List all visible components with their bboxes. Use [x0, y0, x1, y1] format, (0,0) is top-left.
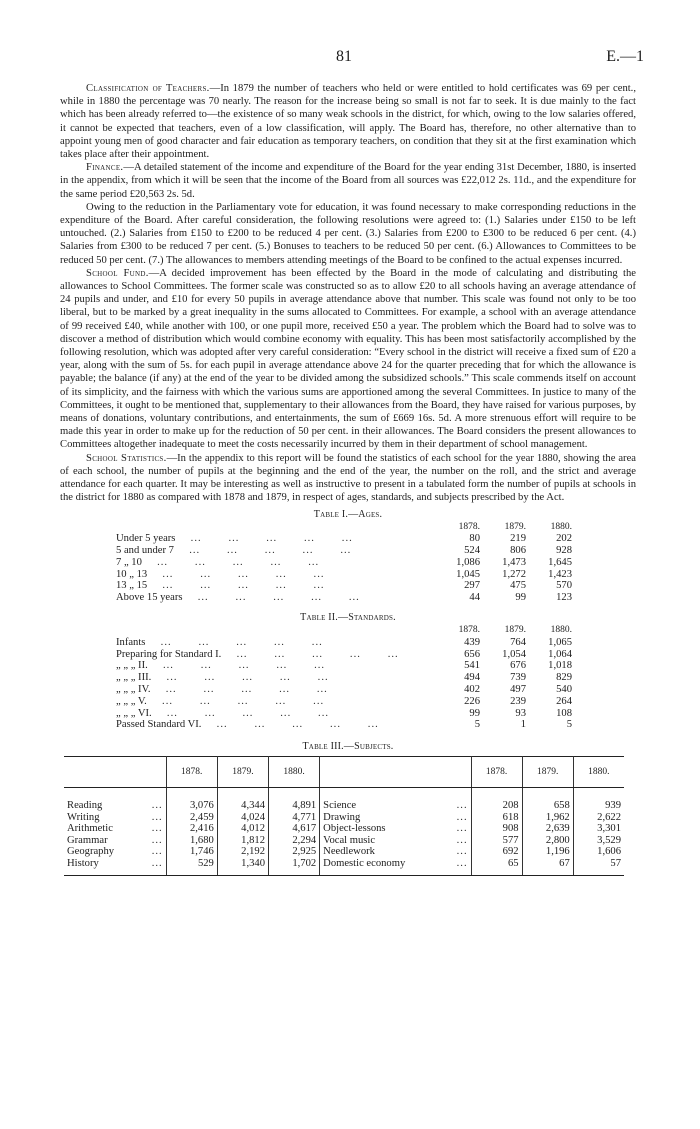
leader-dots: ... — [456, 800, 468, 812]
row-label: Passed Standard VI. — [116, 719, 202, 731]
leader-dots: ... — [151, 823, 163, 835]
leader-dots: ... ... ... ... ... — [147, 660, 326, 672]
paragraph-text: —A detailed statement of the income and expenditure of the Board for the year ending 31st December, 1880, is inserted in the appendix, from which it will be seen that the income of the Board from all sources was £22,012 2s. 11d., and the expenditure for the same period £20,563 2s. 5d. — [60, 162, 636, 200]
value-cell: 5 — [474, 719, 480, 731]
row-label: 13 „ 15 — [116, 580, 148, 592]
leader-dots: ... ... ... ... ... — [147, 568, 325, 580]
value-cell: 2,294 — [269, 835, 320, 847]
value-cell: 1,054 — [502, 648, 526, 660]
value-cell: 570 — [556, 580, 572, 592]
value-cell: 1,746 — [166, 846, 217, 858]
leader-dots: ... — [151, 811, 163, 823]
leader-dots: ... ... ... ... ... — [201, 719, 379, 731]
subject-label: Object-lessons — [323, 823, 386, 835]
value-cell: 497 — [510, 684, 526, 696]
table-ages-caption: Table I.—Ages. — [313, 508, 383, 520]
document-page — [60, 48, 644, 876]
value-cell: 93 — [515, 707, 526, 719]
paragraph-heading: Finance. — [86, 162, 124, 174]
paragraph-text: Owing to the reduction in the Parliamentary vote for education, it was found necessary to make corresponding reductions in the expenditure of the Board. After careful consideration, the following resolutions were agreed to: (1.) Salaries under £150 to be left untouched. (2.) Salaries from £150 to £200 to be reduced 4 per cent. (3.) Salaries from £200 to £300 to be reduced 6 per cent. (4.) Salaries from £300 to be reduced 7 per cent. (5.) Bonuses to teachers to be reduced 50 per cent. (6.) Allowances to Committees to be reduced 50 per cent. (7.) The allowances to members attending meetings of the Board to be confined to the actual expenses incurred. — [60, 201, 636, 266]
value-cell: 656 — [464, 648, 480, 660]
row-label: „ „ „ III. — [116, 672, 152, 684]
row-label-cell — [116, 708, 434, 720]
row-label: 5 and under 7 — [116, 545, 174, 557]
row-label: Above 15 years — [116, 592, 183, 604]
value-cell: 1,702 — [269, 858, 320, 876]
subject-label-cell — [320, 835, 471, 847]
subject-label-cell — [320, 788, 471, 812]
value-cell: 676 — [510, 660, 526, 672]
table-row — [64, 823, 624, 835]
year-header: 1879. — [217, 757, 268, 788]
row-label-cell — [116, 719, 434, 731]
value-cell: 1,086 — [456, 556, 480, 568]
table-header-row — [64, 757, 624, 788]
value-cell: 3,301 — [597, 823, 621, 835]
year-header: 1878. — [458, 521, 480, 532]
value-cell: 1,196 — [522, 846, 573, 858]
table-header-row — [116, 522, 572, 534]
subject-label-cell — [320, 823, 471, 835]
value-cell: 2,800 — [522, 835, 573, 847]
table-row — [116, 545, 572, 557]
leader-dots: ... ... ... ... ... — [145, 636, 323, 648]
row-label-cell — [116, 672, 434, 684]
paragraph-text: —In the appendix to this report will be found the statistics of each school for the year 1880, showing the area of each school, the number of pupils at the beginning and the end of the year, the number on the roll, and the strict and average attendance for each quarter. It may be interesting as well as instructive to present in a tabulated form the number of pupils at schools in the district for 1880 as compared with 1878 and 1879, in respect of ages, standards, and subjects prescribed by the Act. — [60, 452, 636, 504]
subject-label: Reading — [67, 800, 103, 812]
value-cell: 208 — [471, 788, 522, 812]
row-label: Under 5 years — [116, 533, 176, 545]
leader-dots: ... ... ... ... ... — [175, 533, 353, 545]
paragraph-school-statistics — [60, 452, 636, 505]
value-cell: 80 — [469, 533, 480, 545]
table-row — [64, 858, 624, 876]
year-header: 1879. — [504, 625, 526, 636]
row-label-cell — [116, 569, 434, 581]
year-header: 1879. — [504, 521, 526, 532]
paragraph-school-fund — [60, 267, 636, 452]
row-label: „ „ „ IV. — [116, 684, 151, 696]
value-cell: 1,680 — [166, 835, 217, 847]
subject-label-cell — [64, 846, 166, 858]
value-cell: 4,771 — [269, 812, 320, 824]
leader-dots: ... — [151, 834, 163, 846]
subject-label-cell — [320, 858, 471, 876]
year-header: 1880. — [573, 757, 624, 788]
year-header: 1880. — [550, 521, 572, 532]
table-row — [116, 684, 572, 696]
value-cell: 239 — [510, 695, 526, 707]
value-cell: 402 — [464, 684, 480, 696]
year-header: 1878. — [166, 757, 217, 788]
value-cell: 3,529 — [597, 834, 621, 846]
year-header: 1879. — [522, 757, 573, 788]
subject-label: Arithmetic — [67, 823, 113, 835]
table-row — [116, 719, 572, 731]
value-cell: 806 — [510, 545, 526, 557]
value-cell: 494 — [464, 672, 480, 684]
value-cell: 4,891 — [269, 788, 320, 812]
value-cell: 297 — [464, 580, 480, 592]
value-cell: 908 — [471, 823, 522, 835]
row-label-cell — [116, 637, 434, 649]
leader-dots: ... ... ... ... ... — [221, 648, 399, 660]
row-label-cell — [116, 696, 434, 708]
leader-dots: ... ... ... ... ... — [147, 580, 325, 592]
subject-label-cell — [64, 812, 166, 824]
table-row — [116, 708, 572, 720]
value-cell: 658 — [522, 788, 573, 812]
subject-label-cell — [64, 788, 166, 812]
value-cell: 123 — [556, 592, 572, 604]
paragraph-heading: School Statistics. — [86, 452, 167, 464]
value-cell: 1,812 — [217, 835, 268, 847]
leader-dots: ... — [151, 857, 163, 869]
value-cell: 44 — [469, 592, 480, 604]
row-label: 10 „ 13 — [116, 568, 148, 580]
value-cell: 2,192 — [217, 846, 268, 858]
value-cell: 1,065 — [548, 636, 572, 648]
subject-label: Domestic economy — [323, 857, 406, 869]
value-cell: 5 — [566, 719, 572, 731]
subject-label-cell — [64, 858, 166, 876]
table-row — [116, 649, 572, 661]
value-cell: 764 — [510, 636, 526, 648]
table-subjects-caption: Table III.—Subjects. — [302, 741, 394, 753]
paragraph-heading: Classification of Teachers. — [86, 83, 210, 94]
value-cell: 4,012 — [217, 823, 268, 835]
value-cell: 1,645 — [548, 556, 572, 568]
row-label: „ „ „ II. — [116, 660, 148, 672]
value-cell: 65 — [471, 858, 522, 876]
subject-label: Writing — [67, 811, 100, 823]
table-standards-caption: Table II.—Standards. — [300, 612, 396, 624]
document-reference: E.—1 — [606, 48, 644, 65]
subject-label: Needlework — [323, 846, 375, 858]
value-cell: 219 — [510, 533, 526, 545]
value-cell: 2,925 — [269, 846, 320, 858]
value-cell: 1,340 — [217, 858, 268, 876]
row-label-cell — [116, 557, 434, 569]
subject-label: Science — [323, 800, 357, 812]
value-cell: 1,473 — [502, 556, 526, 568]
value-cell: 618 — [471, 812, 522, 824]
value-cell: 529 — [166, 858, 217, 876]
row-label: „ „ „ V. — [116, 695, 147, 707]
table-row — [116, 533, 572, 545]
paragraph-finance — [60, 161, 636, 201]
value-cell: 1,606 — [597, 846, 621, 858]
value-cell: 540 — [556, 684, 572, 696]
subject-label-cell — [64, 823, 166, 835]
subject-label-cell — [320, 812, 471, 824]
value-cell: 226 — [464, 695, 480, 707]
value-cell: 1,045 — [456, 568, 480, 580]
value-cell: 4,617 — [269, 823, 320, 835]
value-cell: 1,962 — [522, 812, 573, 824]
table-row — [116, 637, 572, 649]
value-cell: 1,064 — [548, 648, 572, 660]
row-label-cell — [116, 684, 434, 696]
value-cell: 108 — [556, 707, 572, 719]
leader-dots: ... ... ... ... ... — [141, 556, 320, 568]
leader-dots: ... ... ... ... ... — [146, 695, 325, 707]
year-header: 1880. — [269, 757, 320, 788]
leader-dots: ... — [151, 846, 163, 858]
row-label-cell — [116, 533, 434, 545]
leader-dots: ... ... ... ... ... — [173, 545, 352, 557]
value-cell: 57 — [573, 858, 624, 876]
subject-label-cell — [320, 846, 471, 858]
table-row — [64, 812, 624, 824]
subject-label: Grammar — [67, 834, 108, 846]
value-cell: 2,622 — [597, 811, 621, 823]
table-ages — [116, 522, 572, 605]
value-cell: 577 — [471, 835, 522, 847]
leader-dots: ... ... ... ... ... — [150, 684, 328, 696]
table-row — [116, 696, 572, 708]
paragraph-heading: School Fund. — [86, 267, 149, 279]
value-cell: 939 — [605, 800, 621, 812]
page-number: 81 — [336, 48, 352, 65]
paragraph-text: —In 1879 the number of teachers who held or were entitled to hold certificates was 69 per cent., while in 1880 the percentage was 70 nearly. The reason for the increase being so small is not far to seek. It is due mainly to the fact which has been already referred to—the existence of so many weak schools in the district, for which, owing to the low salaries offered, it cannot be expected that teachers, even of a low classification, will apply. The Board has, therefore, no other alternative than to appoint young men of good character and fair education as temporary teachers, on condition that they sit at the first examination which takes place after their appointment. — [60, 83, 636, 161]
year-header: 1878. — [471, 757, 522, 788]
row-label-cell — [116, 649, 434, 661]
value-cell: 928 — [556, 545, 572, 557]
paragraph-classification — [60, 82, 636, 161]
value-cell: 475 — [510, 580, 526, 592]
table-row — [64, 835, 624, 847]
row-label-cell — [116, 545, 434, 557]
value-cell: 2,416 — [166, 823, 217, 835]
year-header: 1878. — [458, 625, 480, 636]
table-subjects — [64, 756, 624, 876]
value-cell: 439 — [464, 636, 480, 648]
leader-dots: ... ... ... ... ... — [151, 707, 329, 719]
value-cell: 202 — [556, 533, 572, 545]
table-row — [116, 557, 572, 569]
subject-label: Drawing — [323, 811, 361, 823]
paragraph-text: —A decided improvement has been effected by the Board in the mode of calculating and distributing the allowances to School Committees. The former scale was constructed so as to allow £20 to all schools having an average attendance of 24 pupils and under, and £10 for every 50 pupils in average attendance above that number. This scale was found not only to be too liberal, but to be marked by a great inequality in the sums allocated to Committees. For example, a school with an average attendance of 99 received £40, while another with 100, or one pupil more, received £50 a year. The problem which the Board had to solve was to discover a method of distribution which would combine economy with equality. This has been most satisfactorily accomplished by the following resolution, which was adopted after very careful consideration: “Every school in the district will receive a fixed sum of £20 a year, along with the sum of 5s. for each pupil in average attendance above 24 for the quarter preceding that for which the allowance is payable; the balance (if any) at the end of the year to be divided among the subsidized schools.” This scale commends itself on account of its simplicity, and the fairness with which the various sums are apportioned among the several Committees. In justice to many of the Committees, it ought to be mentioned that, supplementary to their allowances from the Board, they have raised for various purposes, by means of donations, voluntary contributions, and entertainments, the sum of £669 16s. 5d. A more strenuous effort will require to be made this year in order to make up for the reduction of 50 per cent. in their allowances. The Board considers the present allowances to Committees altogether inadequate to meet the costs necessarily incurred by them in their department of school management. — [60, 267, 636, 451]
value-cell: 3,076 — [166, 788, 217, 812]
year-header: 1880. — [550, 625, 572, 636]
leader-dots: ... — [456, 857, 468, 869]
row-label: „ „ „ VI. — [116, 707, 152, 719]
table-row — [116, 592, 572, 604]
leader-dots: ... — [456, 834, 468, 846]
value-cell: 1 — [520, 719, 526, 731]
value-cell: 99 — [515, 592, 526, 604]
table-row — [116, 672, 572, 684]
value-cell: 541 — [464, 660, 480, 672]
value-cell: 4,024 — [217, 812, 268, 824]
table-header-row — [116, 625, 572, 637]
leader-dots: ... — [456, 846, 468, 858]
leader-dots: ... — [151, 800, 163, 812]
value-cell: 99 — [469, 707, 480, 719]
table-row — [116, 569, 572, 581]
table-row — [116, 580, 572, 592]
value-cell: 4,344 — [217, 788, 268, 812]
subject-label: History — [67, 857, 99, 869]
value-cell: 524 — [464, 545, 480, 557]
value-cell: 2,459 — [166, 812, 217, 824]
value-cell: 829 — [556, 672, 572, 684]
row-label: Preparing for Standard I. — [116, 648, 222, 660]
table-row — [64, 788, 624, 812]
table-row — [64, 846, 624, 858]
row-label: Infants — [116, 636, 146, 648]
row-label-cell — [116, 580, 434, 592]
subject-label: Vocal music — [323, 834, 376, 846]
value-cell: 2,639 — [522, 823, 573, 835]
leader-dots: ... ... ... ... ... — [151, 672, 329, 684]
table-standards — [116, 625, 572, 731]
page-header — [60, 48, 644, 72]
value-cell: 1,018 — [548, 660, 572, 672]
leader-dots: ... — [456, 811, 468, 823]
table-row — [116, 660, 572, 672]
row-label-cell — [116, 660, 434, 672]
paragraph-reductions — [60, 201, 636, 267]
row-label-cell — [116, 592, 434, 604]
leader-dots: ... ... ... ... ... — [182, 592, 360, 604]
value-cell: 264 — [556, 695, 572, 707]
row-label: 7 „ 10 — [116, 556, 142, 568]
value-cell: 1,272 — [502, 568, 526, 580]
value-cell: 739 — [510, 672, 526, 684]
report-body — [60, 82, 636, 505]
value-cell: 1,423 — [548, 568, 572, 580]
value-cell: 692 — [471, 846, 522, 858]
leader-dots: ... — [456, 823, 468, 835]
subject-label: Geography — [67, 846, 115, 858]
value-cell: 67 — [522, 858, 573, 876]
subject-label-cell — [64, 835, 166, 847]
